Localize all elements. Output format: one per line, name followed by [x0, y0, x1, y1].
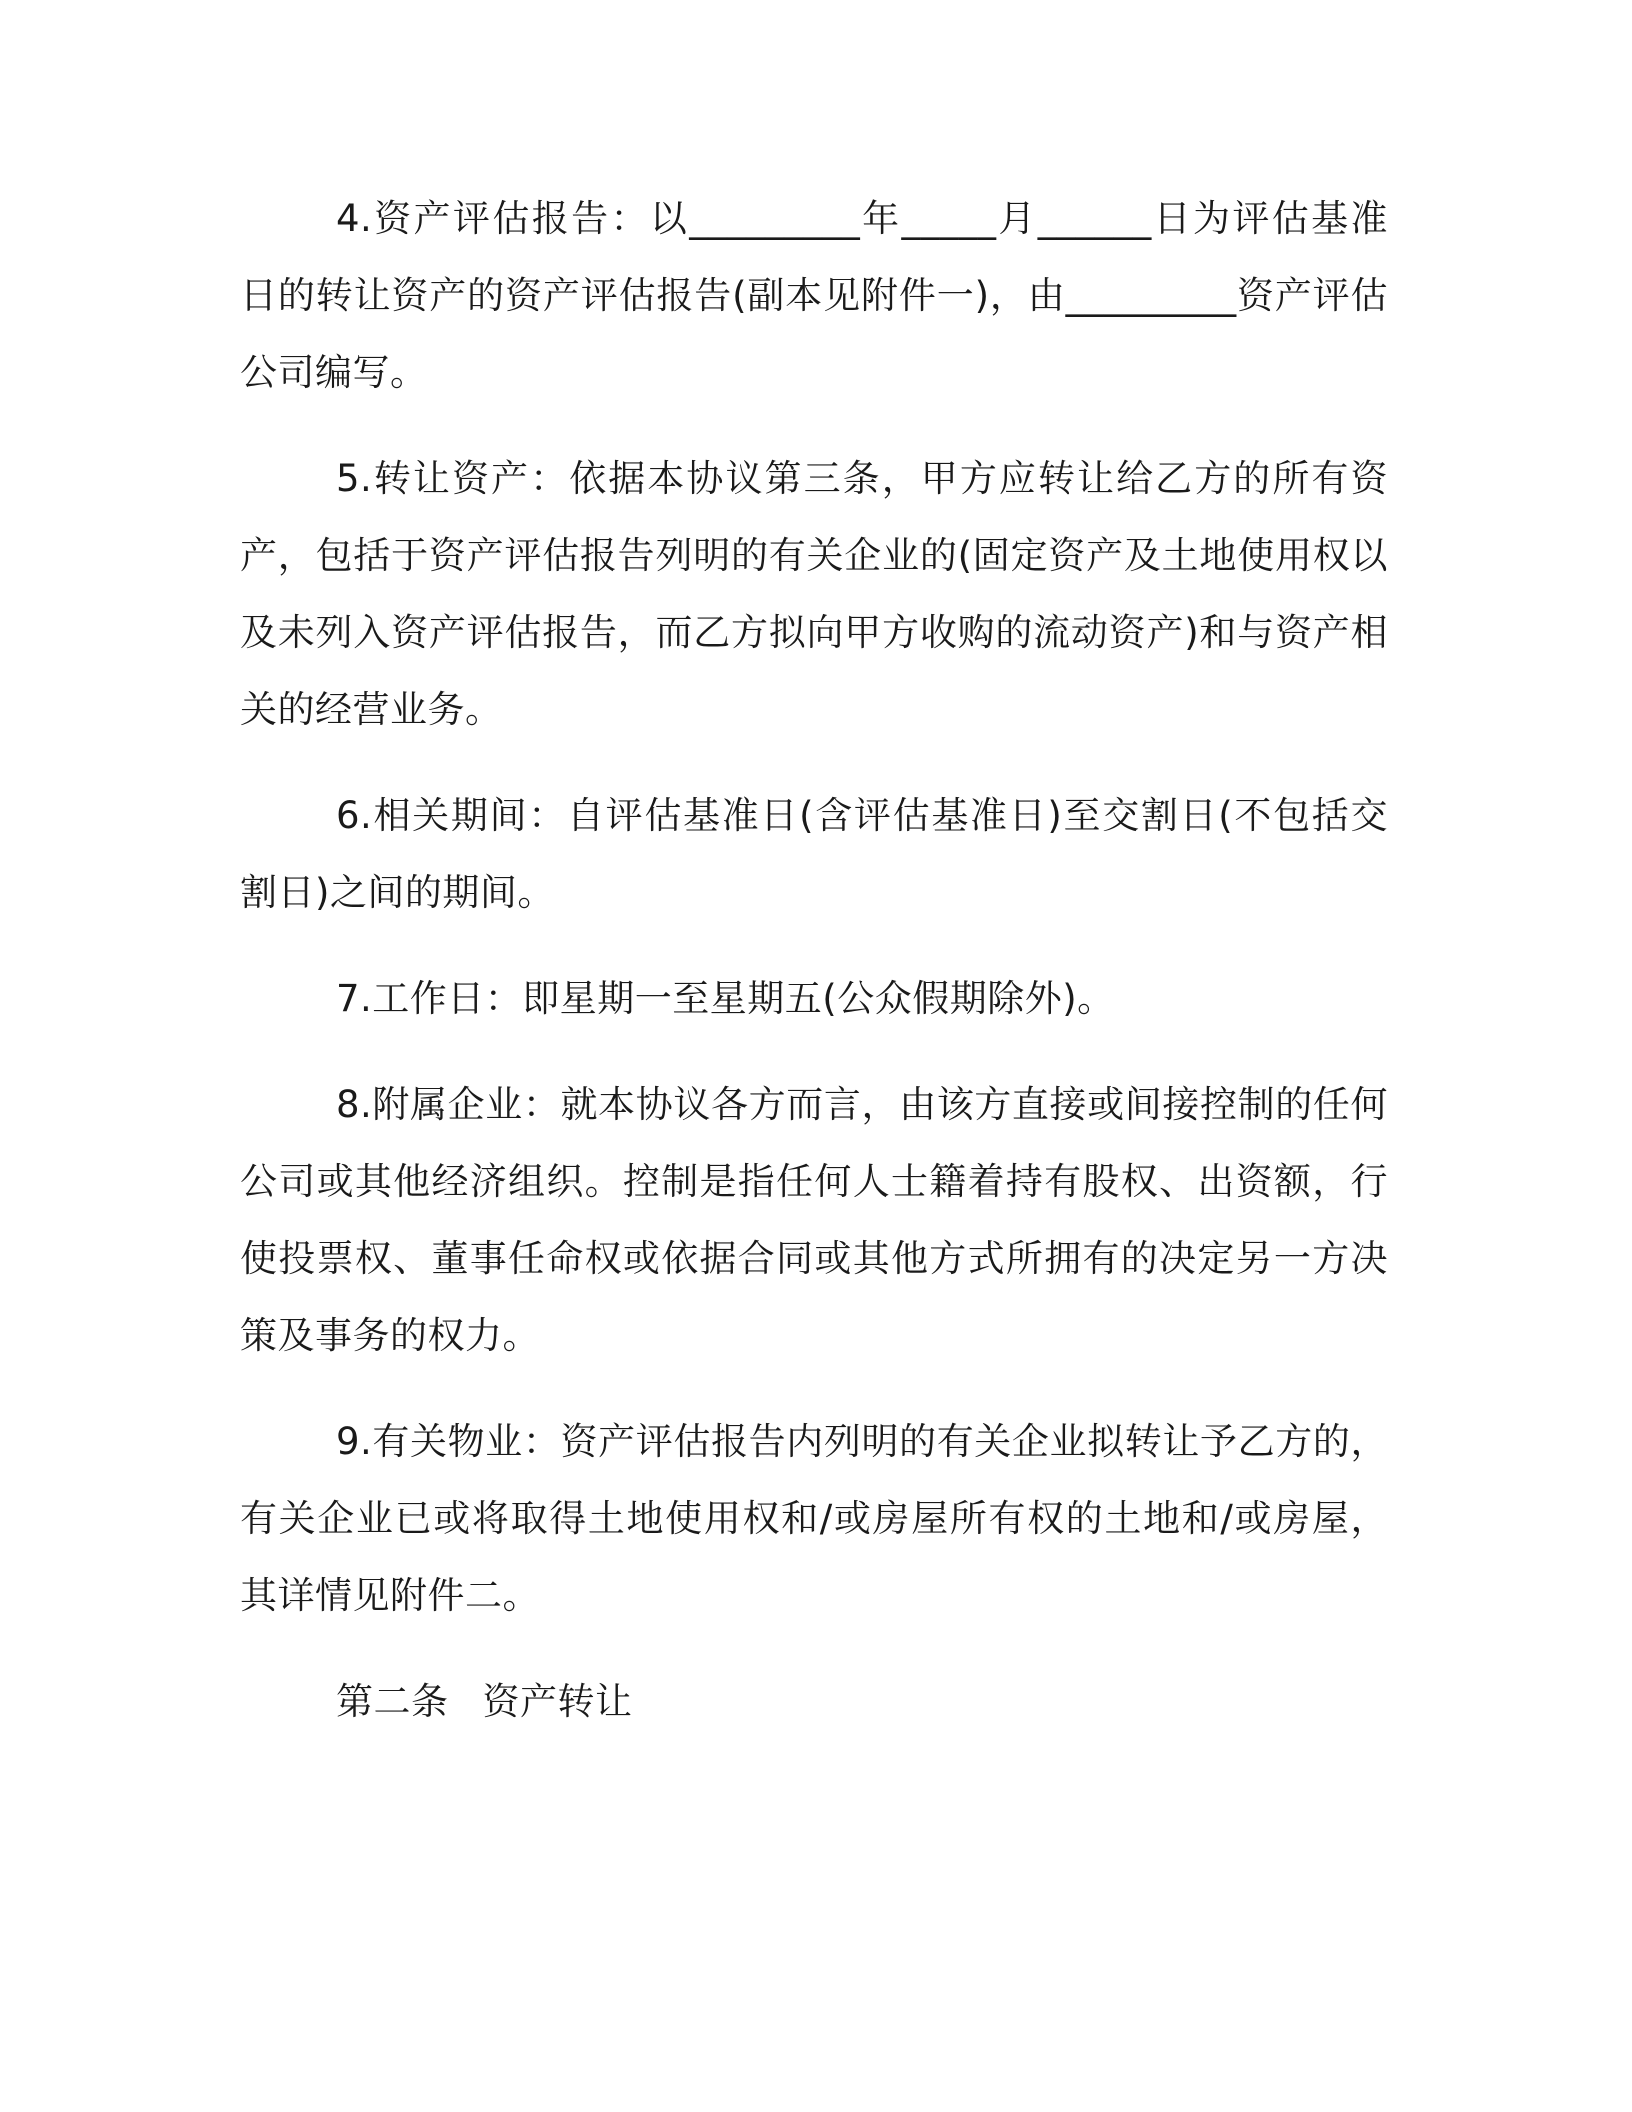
paragraph-transferred-assets: 5.转让资产：依据本协议第三条，甲方应转让给乙方的所有资产，包括于资产评估报告列明的有关企业的(固定资产及土地使用权以及未列入资产评估报告，而乙方拟向甲方收购的流动资产)和与资产相关的经营业务。 — [240, 457, 1388, 731]
paragraph-affiliated-enterprise: 8.附属企业：就本协议各方而言，由该方直接或间接控制的任何公司或其他经济组织。控制是指任何人士籍着持有股权、出资额，行使投票权、董事任命权或依据合同或其他方式所拥有的决定另一方决策及事务的权力。 — [240, 1083, 1388, 1357]
section-number: 第二条 — [336, 1680, 449, 1723]
paragraph-asset-appraisal-report: 4.资产评估报告：以_________年_____月______日为评估基准日的转让资产的资产评估报告(副本见附件一)，由_________资产评估公司编写。 — [240, 197, 1388, 394]
section-heading — [240, 1663, 1388, 1740]
section-title: 资产转让 — [482, 1680, 633, 1723]
paragraph-relevant-period: 6.相关期间：自评估基准日(含评估基准日)至交割日(不包括交割日)之间的期间。 — [240, 794, 1388, 914]
paragraph-working-day: 7.工作日：即星期一至星期五(公众假期除外)。 — [336, 977, 1115, 1020]
paragraph-relevant-property: 9.有关物业：资产评估报告内列明的有关企业拟转让予乙方的，有关企业已或将取得土地使用权和/或房屋所有权的土地和/或房屋，其详情见附件二。 — [240, 1420, 1388, 1617]
document-body — [240, 180, 1388, 1740]
